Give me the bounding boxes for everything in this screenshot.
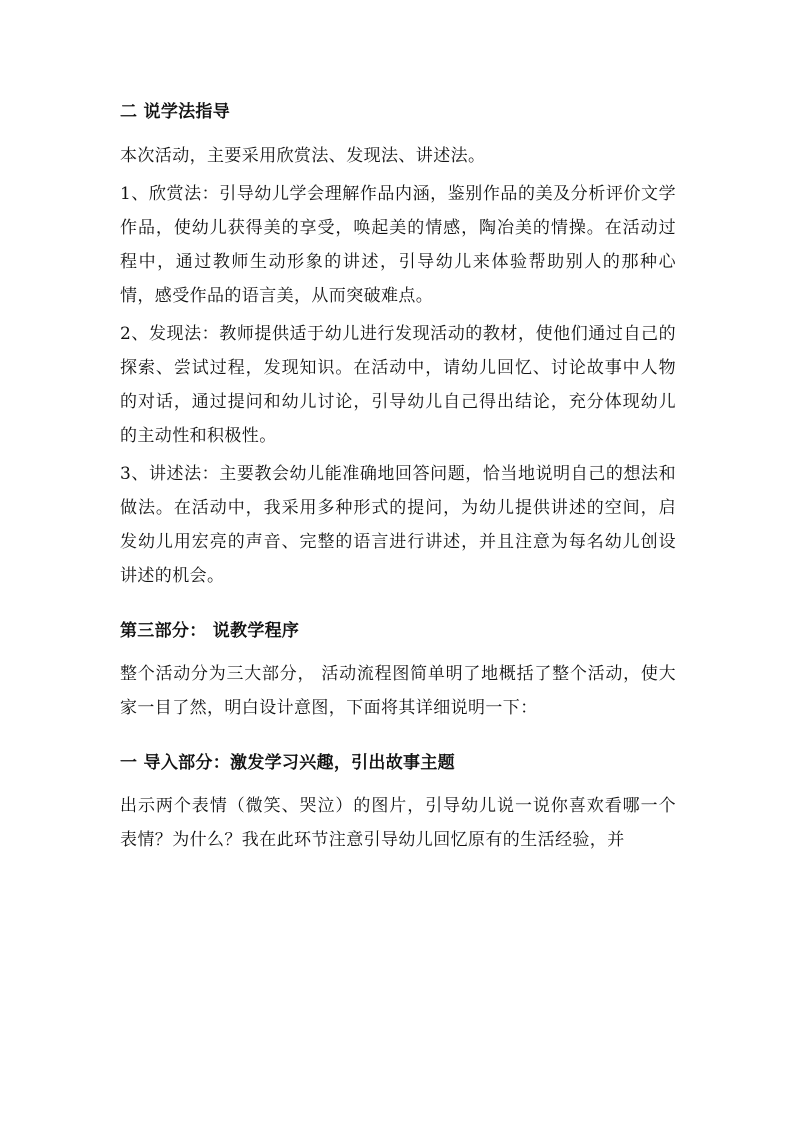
document-page — [120, 100, 676, 857]
introduction-paragraph: 出示两个表情（微笑、哭泣）的图片，引导幼儿说一说你喜欢看哪一个表情？为什么？我在此环节注意引导幼儿回忆原有的生活经验，并 — [120, 796, 676, 850]
method-narration-paragraph: 3、讲述法：主要教会幼儿能准确地回答问题，恰当地说明自己的想法和做法。在活动中，我采用多种形式的提问，为幼儿提供讲述的空间，启发幼儿用宏亮的声音、完整的语言进行讲述，并且注意为每名幼儿创设讲述的机会。 — [120, 464, 676, 586]
subsection-heading-introduction: 一 导入部分：激发学习兴趣，引出故事主题 — [120, 753, 455, 773]
section-heading-teaching-procedure: 第三部分： 说教学程序 — [120, 621, 300, 641]
study-methods-intro: 本次活动，主要采用欣赏法、发现法、讲述法。 — [120, 146, 486, 166]
method-appreciation-paragraph: 1、欣赏法：引导幼儿学会理解作品内涵，鉴别作品的美及分析评价文学作品，使幼儿获得美的享受，唤起美的情感，陶冶美的情操。在活动过程中，通过教师生动形象的讲述，引导幼儿来体验帮助别人的那种心情，感受作品的语言美，从而突破难点。 — [120, 184, 676, 306]
method-discovery-paragraph: 2、发现法：教师提供适于幼儿进行发现活动的教材，使他们通过自己的探索、尝试过程，发现知识。在活动中，请幼儿回忆、讨论故事中人物的对话，通过提问和幼儿讨论，引导幼儿自己得出结论，充分体现幼儿的主动性和积极性。 — [120, 324, 676, 446]
teaching-procedure-intro: 整个活动分为三大部分， 活动流程图简单明了地概括了整个活动，使大家一目了然，明白设计意图，下面将其详细说明一下： — [120, 664, 676, 718]
section-heading-study-methods: 二 说学法指导 — [120, 102, 231, 122]
